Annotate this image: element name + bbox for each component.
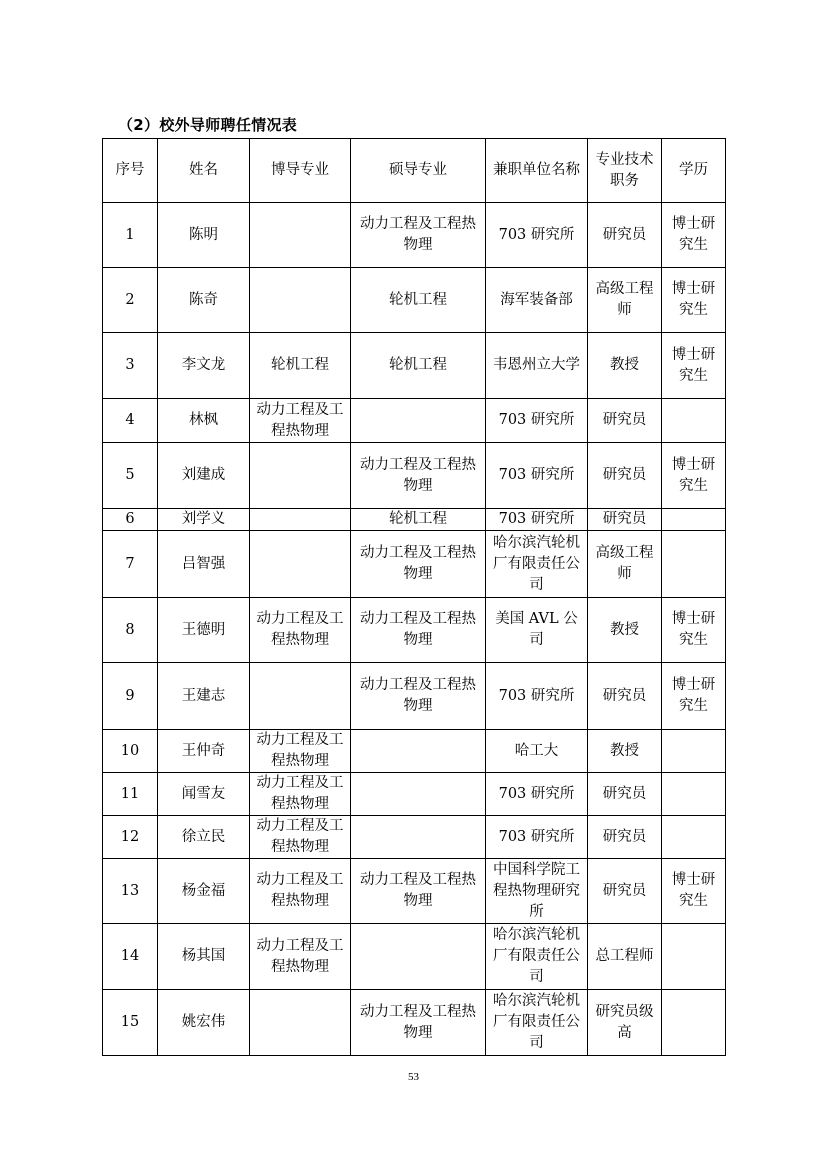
name-cell: 林枫 <box>158 399 250 443</box>
table-row <box>103 924 726 990</box>
master-major-cell: 动力工程及工程热物理 <box>351 859 486 924</box>
seq-cell: 10 <box>103 730 158 773</box>
table-row <box>103 990 726 1056</box>
title-cell: 研究员 <box>588 399 662 443</box>
table-row <box>103 333 726 399</box>
unit-cell: 703 研究所 <box>486 663 588 730</box>
name-cell: 杨金福 <box>158 859 250 924</box>
master-major-cell: 动力工程及工程热物理 <box>351 203 486 268</box>
doctoral-major-cell <box>250 203 351 268</box>
unit-cell: 美国 AVL 公司 <box>486 598 588 663</box>
title-cell: 教授 <box>588 333 662 399</box>
section-title: （2）校外导师聘任情况表 <box>118 116 298 134</box>
unit-cell: 哈尔滨汽轮机厂有限责任公司 <box>486 531 588 598</box>
unit-cell: 海军装备部 <box>486 268 588 333</box>
name-cell: 王建志 <box>158 663 250 730</box>
table-row <box>103 859 726 924</box>
seq-cell: 15 <box>103 990 158 1056</box>
master-major-cell <box>351 773 486 816</box>
doctoral-major-cell <box>250 443 351 509</box>
name-cell: 徐立民 <box>158 816 250 859</box>
doctoral-major-cell <box>250 531 351 598</box>
degree-cell <box>662 816 726 859</box>
master-major-cell <box>351 730 486 773</box>
master-major-cell: 动力工程及工程热物理 <box>351 531 486 598</box>
title-cell: 研究员 <box>588 773 662 816</box>
doctoral-major-cell <box>250 268 351 333</box>
doctoral-major-cell: 动力工程及工程热物理 <box>250 730 351 773</box>
degree-cell: 博士研究生 <box>662 859 726 924</box>
table-row <box>103 399 726 443</box>
seq-cell: 14 <box>103 924 158 990</box>
title-cell: 研究员 <box>588 509 662 531</box>
name-cell: 王仲奇 <box>158 730 250 773</box>
degree-cell: 博士研究生 <box>662 598 726 663</box>
header-name-cell: 姓名 <box>158 139 250 203</box>
seq-cell: 7 <box>103 531 158 598</box>
doctoral-major-cell: 动力工程及工程热物理 <box>250 773 351 816</box>
seq-cell: 12 <box>103 816 158 859</box>
table-row <box>103 203 726 268</box>
name-cell: 陈奇 <box>158 268 250 333</box>
master-major-cell: 动力工程及工程热物理 <box>351 598 486 663</box>
seq-cell: 6 <box>103 509 158 531</box>
unit-cell: 哈尔滨汽轮机厂有限责任公司 <box>486 924 588 990</box>
unit-cell: 韦恩州立大学 <box>486 333 588 399</box>
unit-cell: 703 研究所 <box>486 399 588 443</box>
header-master-major-cell: 硕导专业 <box>351 139 486 203</box>
unit-cell: 703 研究所 <box>486 203 588 268</box>
master-major-cell: 轮机工程 <box>351 333 486 399</box>
master-major-cell <box>351 924 486 990</box>
seq-cell: 9 <box>103 663 158 730</box>
name-cell: 杨其国 <box>158 924 250 990</box>
doctoral-major-cell <box>250 990 351 1056</box>
table-row <box>103 663 726 730</box>
doctoral-major-cell <box>250 663 351 730</box>
degree-cell: 博士研究生 <box>662 268 726 333</box>
page-number: 53 <box>408 1071 419 1083</box>
table-row <box>103 730 726 773</box>
name-cell: 陈明 <box>158 203 250 268</box>
table-row <box>103 531 726 598</box>
unit-cell: 703 研究所 <box>486 443 588 509</box>
master-major-cell: 动力工程及工程热物理 <box>351 663 486 730</box>
doctoral-major-cell: 轮机工程 <box>250 333 351 399</box>
title-cell: 研究员 <box>588 859 662 924</box>
degree-cell <box>662 399 726 443</box>
table-row <box>103 598 726 663</box>
table-row <box>103 268 726 333</box>
header-unit-cell: 兼职单位名称 <box>486 139 588 203</box>
header-row <box>103 139 726 203</box>
doctoral-major-cell: 动力工程及工程热物理 <box>250 859 351 924</box>
name-cell: 王德明 <box>158 598 250 663</box>
name-cell: 吕智强 <box>158 531 250 598</box>
seq-cell: 8 <box>103 598 158 663</box>
title-cell: 教授 <box>588 598 662 663</box>
seq-cell: 3 <box>103 333 158 399</box>
name-cell: 李文龙 <box>158 333 250 399</box>
title-cell: 教授 <box>588 730 662 773</box>
degree-cell <box>662 730 726 773</box>
degree-cell <box>662 924 726 990</box>
unit-cell: 中国科学院工程热物理研究所 <box>486 859 588 924</box>
master-major-cell: 动力工程及工程热物理 <box>351 443 486 509</box>
seq-cell: 1 <box>103 203 158 268</box>
doctoral-major-cell: 动力工程及工程热物理 <box>250 399 351 443</box>
header-title-cell: 专业技术职务 <box>588 139 662 203</box>
doctoral-major-cell: 动力工程及工程热物理 <box>250 924 351 990</box>
unit-cell: 703 研究所 <box>486 773 588 816</box>
external-supervisor-table <box>102 138 726 1056</box>
header-doctoral-major-cell: 博导专业 <box>250 139 351 203</box>
master-major-cell: 轮机工程 <box>351 268 486 333</box>
name-cell: 姚宏伟 <box>158 990 250 1056</box>
degree-cell: 博士研究生 <box>662 663 726 730</box>
degree-cell: 博士研究生 <box>662 333 726 399</box>
unit-cell: 哈尔滨汽轮机厂有限责任公司 <box>486 990 588 1056</box>
doctoral-major-cell: 动力工程及工程热物理 <box>250 598 351 663</box>
doctoral-major-cell: 动力工程及工程热物理 <box>250 816 351 859</box>
seq-cell: 13 <box>103 859 158 924</box>
unit-cell: 哈工大 <box>486 730 588 773</box>
name-cell: 刘学义 <box>158 509 250 531</box>
title-cell: 总工程师 <box>588 924 662 990</box>
header-degree-cell: 学历 <box>662 139 726 203</box>
master-major-cell <box>351 816 486 859</box>
table-row <box>103 509 726 531</box>
seq-cell: 2 <box>103 268 158 333</box>
title-cell: 高级工程师 <box>588 531 662 598</box>
table-row <box>103 773 726 816</box>
header-seq-cell: 序号 <box>103 139 158 203</box>
table-row <box>103 816 726 859</box>
degree-cell <box>662 509 726 531</box>
title-cell: 研究员 <box>588 816 662 859</box>
seq-cell: 5 <box>103 443 158 509</box>
degree-cell <box>662 990 726 1056</box>
unit-cell: 703 研究所 <box>486 509 588 531</box>
title-cell: 研究员级高 <box>588 990 662 1056</box>
master-major-cell: 动力工程及工程热物理 <box>351 990 486 1056</box>
seq-cell: 4 <box>103 399 158 443</box>
title-cell: 研究员 <box>588 203 662 268</box>
degree-cell <box>662 531 726 598</box>
unit-cell: 703 研究所 <box>486 816 588 859</box>
degree-cell: 博士研究生 <box>662 443 726 509</box>
seq-cell: 11 <box>103 773 158 816</box>
table-row <box>103 443 726 509</box>
name-cell: 闻雪友 <box>158 773 250 816</box>
title-cell: 高级工程师 <box>588 268 662 333</box>
name-cell: 刘建成 <box>158 443 250 509</box>
degree-cell <box>662 773 726 816</box>
master-major-cell <box>351 399 486 443</box>
doctoral-major-cell <box>250 509 351 531</box>
title-cell: 研究员 <box>588 663 662 730</box>
title-cell: 研究员 <box>588 443 662 509</box>
master-major-cell: 轮机工程 <box>351 509 486 531</box>
degree-cell: 博士研究生 <box>662 203 726 268</box>
